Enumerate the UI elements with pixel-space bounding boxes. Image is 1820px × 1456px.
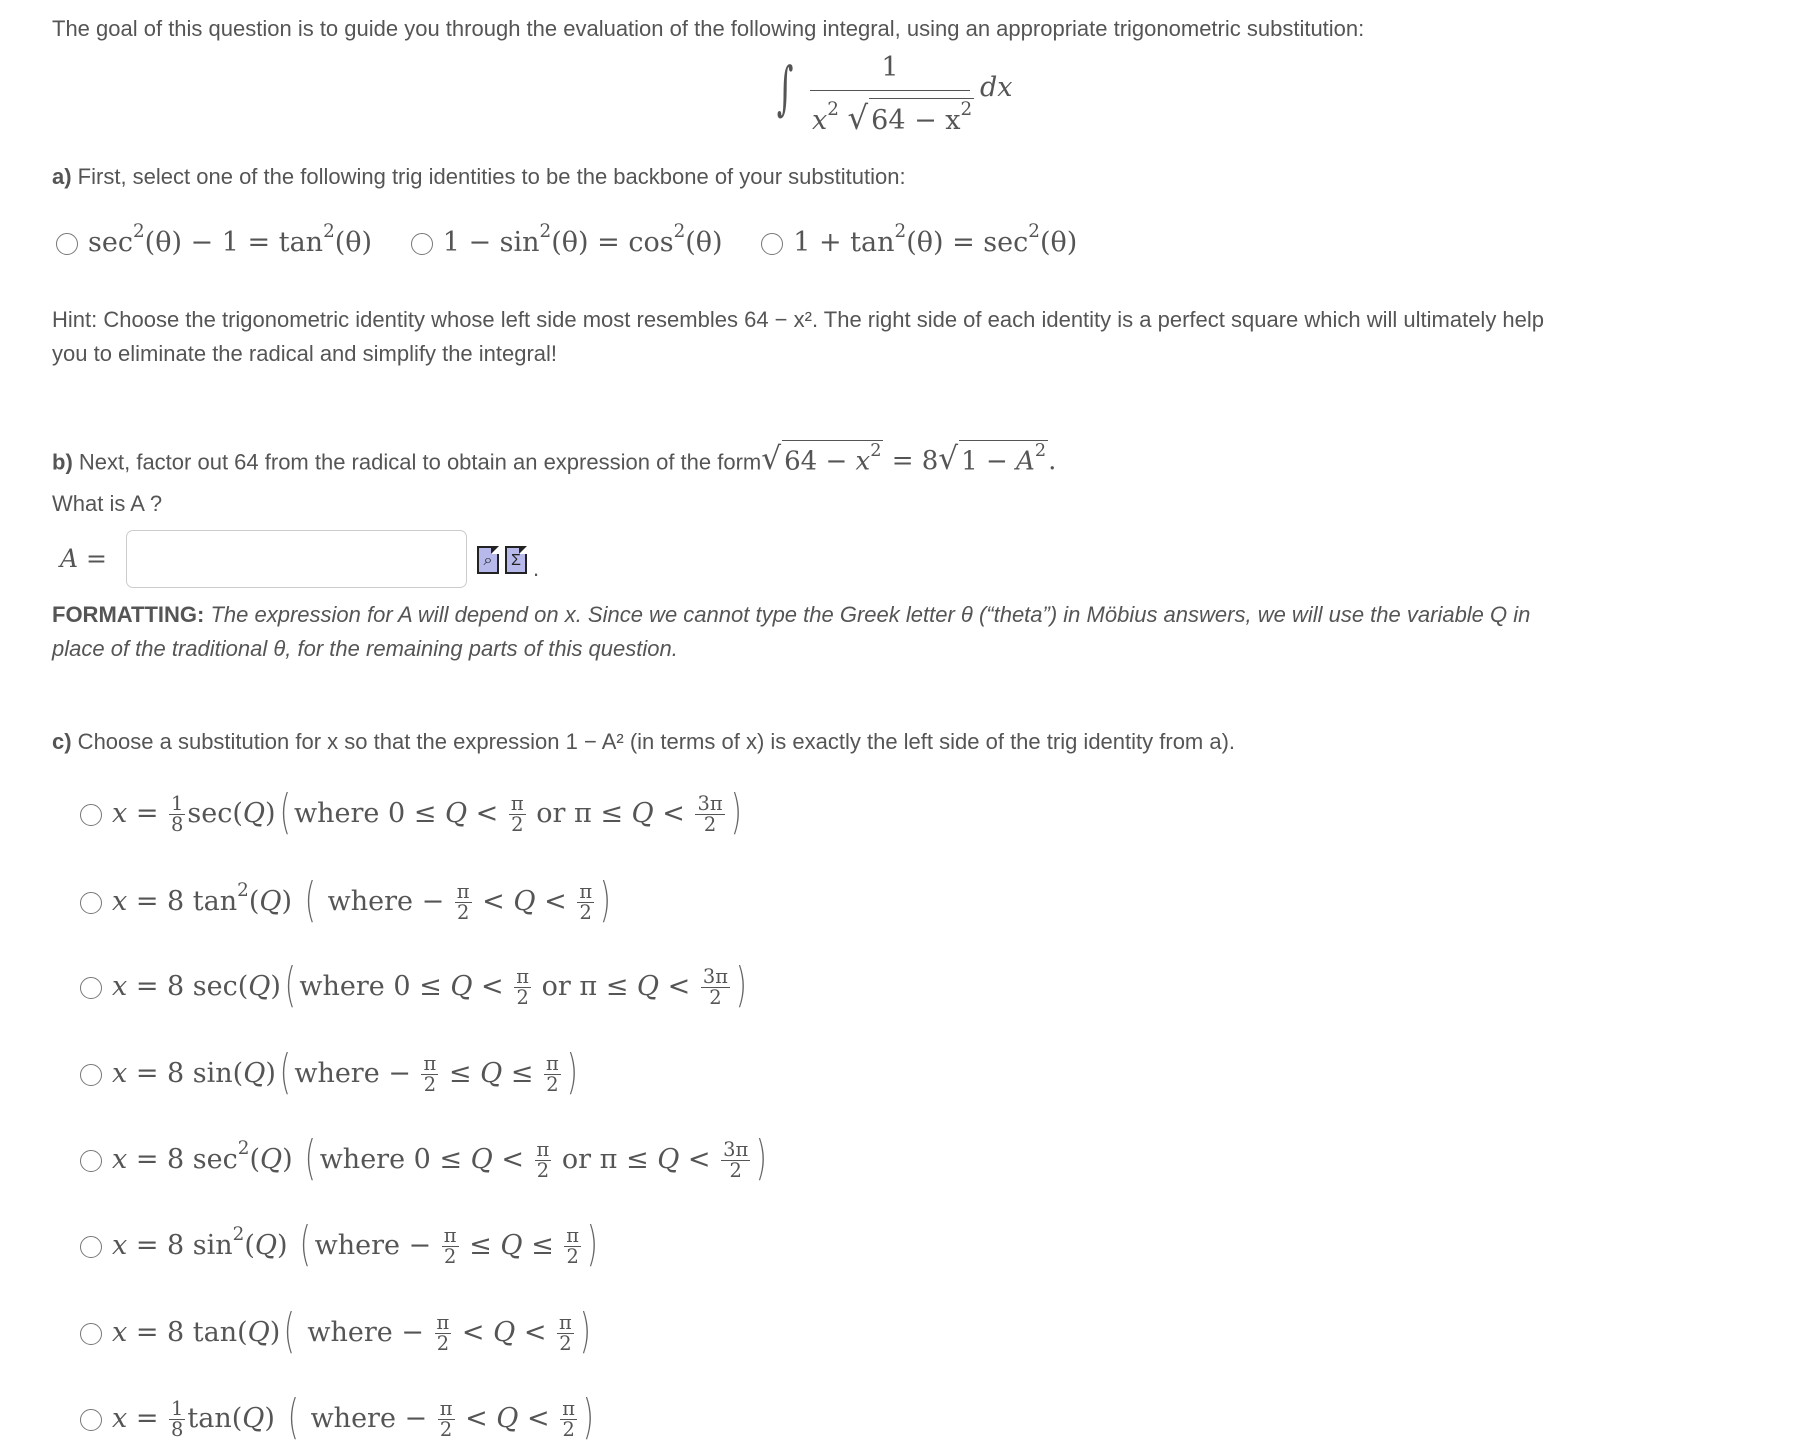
math-text: where 0 ≤: [294, 798, 445, 830]
math-variable: A: [1016, 446, 1035, 477]
math-text: <: [659, 971, 699, 1003]
fraction-numerator: π: [443, 1223, 457, 1247]
what-is-a: What is A ?: [52, 491, 163, 516]
math-exponent: 2: [132, 221, 145, 242]
substitution-option[interactable]: [80, 1045, 581, 1100]
den-pow: 2: [827, 99, 839, 120]
integral-dx: dx: [980, 72, 1013, 103]
math-fraction: [442, 1223, 459, 1269]
math-exponent: 2: [323, 221, 335, 242]
math-text: <: [518, 1403, 559, 1435]
math-text: 1 + tan: [793, 226, 895, 258]
substitution-math: [112, 1304, 594, 1359]
hint-line-1: Hint: Choose the trigonometric identity whose left side most resembles 64 − x². The right side of each identity is a perfect square which will ultimately help: [52, 307, 1545, 332]
part-a-text: First, select one of the following trig identities to be the backbone of your substitution:: [71, 164, 906, 189]
radio-button[interactable]: [80, 977, 102, 999]
math-variable: x: [112, 1317, 128, 1349]
math-paren: (: [287, 1390, 299, 1445]
math-text: where −: [301, 1403, 436, 1435]
fraction-numerator: 3π: [723, 1137, 749, 1161]
math-text: (: [249, 1144, 260, 1176]
math-text: where 0 ≤: [299, 971, 451, 1003]
part-c-text: Choose a substitution for x so that the expression 1 − A² (in terms of x) is exactly the left side of the trig identity from a).: [71, 729, 1236, 754]
fraction-numerator: π: [456, 879, 470, 903]
math-fraction: [169, 791, 185, 837]
math-text: or π ≤: [527, 798, 632, 830]
math-variable: x: [112, 1230, 128, 1262]
math-variable: Q: [259, 886, 282, 918]
math-text: <: [456, 1403, 497, 1435]
math-text: =: [127, 798, 168, 830]
fraction-numerator: π: [536, 1137, 550, 1161]
math-text: where −: [298, 1317, 433, 1349]
part-c-label: c): [52, 729, 72, 754]
integral-sign: ∫: [776, 54, 794, 122]
math-text: (θ): [334, 226, 373, 258]
math-exponent: 2: [237, 880, 249, 902]
math-variable: Q: [500, 1230, 523, 1262]
substitution-math: [112, 1131, 771, 1186]
fraction-numerator: 3π: [702, 964, 729, 988]
formatting-label: FORMATTING:: [52, 602, 205, 627]
identity-math: [88, 221, 373, 258]
substitution-math: [112, 1217, 602, 1272]
math-text: <: [679, 1144, 720, 1176]
fraction-numerator: π: [562, 1396, 576, 1420]
math-fraction: [509, 791, 526, 837]
math-text: <: [535, 886, 576, 918]
integral-denominator: $x^2$ √ $64 - x^2$: [812, 98, 973, 137]
fraction-denominator: 2: [579, 901, 592, 925]
math-text: = 8 tan(: [127, 1317, 248, 1349]
fraction-numerator: π: [559, 1310, 572, 1334]
math-fraction: [721, 1137, 750, 1183]
part-c-prompt: [52, 729, 1235, 755]
math-variable: Q: [480, 1058, 503, 1090]
math-text: <: [473, 886, 514, 918]
math-variable: Q: [444, 798, 468, 830]
math-fraction: [557, 1310, 574, 1356]
identity-option[interactable]: [56, 221, 373, 258]
radicand: [782, 440, 883, 476]
answer-label: A =: [60, 544, 107, 573]
math-text: <: [472, 971, 513, 1003]
math-exponent: 2: [673, 221, 686, 242]
math-fraction: [514, 964, 531, 1010]
identity-option[interactable]: [761, 221, 1078, 258]
identity-math: [793, 221, 1078, 258]
fraction-denominator: 2: [562, 1418, 575, 1442]
math-text: 64 −: [784, 446, 856, 477]
math-fraction: [577, 879, 594, 925]
fraction-denominator: 2: [546, 1073, 559, 1097]
math-paren: ): [566, 1045, 578, 1100]
math-text: (θ): [1039, 226, 1078, 258]
math-paren: ): [586, 1217, 598, 1272]
substitution-math: [112, 958, 750, 1013]
fraction-denominator: 2: [516, 986, 529, 1010]
fraction-denominator: 2: [457, 901, 470, 925]
formatting-line-1: [52, 602, 1530, 628]
fraction-numerator: 1: [171, 791, 184, 815]
math-text: ): [264, 1403, 284, 1435]
math-exponent: 2: [1028, 221, 1040, 242]
math-text: ): [282, 1144, 302, 1176]
math-variable: Q: [470, 1144, 493, 1176]
math-fraction: [438, 1396, 455, 1442]
math-exponent: 2: [237, 1138, 250, 1160]
math-exponent: 2: [894, 221, 907, 242]
substitution-option[interactable]: [80, 785, 745, 840]
radio-button[interactable]: [80, 1409, 102, 1431]
math-fraction: [435, 1310, 452, 1356]
math-paren: ): [730, 785, 742, 840]
math-text: ): [277, 1230, 297, 1262]
math-variable: Q: [636, 971, 660, 1003]
math-variable: Q: [450, 971, 473, 1003]
math-text: ): [269, 1317, 281, 1349]
fraction-denominator: 2: [423, 1073, 437, 1097]
math-variable: Q: [242, 1403, 265, 1435]
math-variable: Q: [259, 1144, 283, 1176]
identity-option[interactable]: [411, 221, 723, 258]
math-exponent: 2: [1034, 441, 1047, 461]
math-text: = 8: [883, 446, 939, 477]
intro-text: The goal of this question is to guide you through the evaluation of the following integral, using an appropriate trigonometric substitution:: [52, 16, 1365, 41]
math-text: ≤: [522, 1230, 563, 1262]
fraction-numerator: π: [439, 1396, 453, 1420]
preview-icon[interactable]: ⌕: [477, 546, 499, 574]
den-radicand: 64 − x: [871, 104, 961, 136]
math-text: (θ) = cos: [551, 226, 674, 258]
identity-math: [442, 221, 723, 258]
radio-button[interactable]: [411, 233, 433, 255]
radio-button[interactable]: [80, 1236, 102, 1258]
math-fraction: [421, 1051, 438, 1097]
math-variable: x: [112, 886, 128, 918]
math-text: tan(: [187, 1403, 243, 1435]
math-text: where −: [294, 1058, 420, 1090]
math-text: ): [281, 886, 301, 918]
substitution-math: [112, 1045, 581, 1100]
math-paren: ): [599, 873, 611, 928]
math-variable: x: [855, 446, 871, 477]
math-paren: (: [284, 1304, 296, 1359]
math-paren: ): [735, 958, 747, 1013]
math-variable: Q: [493, 1317, 516, 1349]
fraction-denominator: 2: [443, 1245, 457, 1269]
fraction-numerator: π: [423, 1051, 437, 1075]
hint-line-2: you to eliminate the radical and simplify the integral!: [52, 341, 558, 366]
math-variable: Q: [247, 1317, 270, 1349]
math-text: (θ): [685, 226, 723, 258]
radio-button[interactable]: [80, 1064, 102, 1086]
fraction-denominator: 2: [436, 1332, 450, 1356]
radio-button[interactable]: [80, 892, 102, 914]
math-fraction: [544, 1051, 561, 1097]
math-variable: Q: [242, 798, 266, 830]
math-text: (: [248, 886, 260, 918]
math-fraction: [560, 1396, 577, 1442]
math-text: <: [515, 1317, 556, 1349]
radical-sign: √: [938, 441, 959, 478]
math-variable: x: [112, 1058, 128, 1090]
math-paren: (: [279, 1045, 291, 1100]
radio-button[interactable]: [761, 233, 783, 255]
math-variable: Q: [254, 1230, 278, 1262]
substitution-option[interactable]: [80, 1217, 602, 1272]
fraction-denominator: 8: [171, 1418, 184, 1442]
answer-a-input[interactable]: [126, 530, 467, 588]
math-text: ≤: [460, 1230, 501, 1262]
math-variable: x: [112, 798, 128, 830]
math-fraction: [455, 879, 472, 925]
fraction-denominator: 2: [729, 1159, 742, 1183]
fraction-numerator: π: [516, 964, 530, 988]
math-text: where 0 ≤: [319, 1144, 471, 1176]
math-text: <: [453, 1317, 494, 1349]
math-text: = 8 tan: [127, 886, 238, 918]
math-exponent: 2: [870, 441, 882, 461]
fraction-denominator: 2: [703, 813, 717, 837]
math-paren: (: [304, 873, 316, 928]
substitution-math: [112, 873, 615, 928]
fraction-denominator: 2: [536, 1159, 550, 1183]
math-fraction: [701, 964, 730, 1010]
math-text: .: [1048, 446, 1057, 477]
fraction-numerator: π: [510, 791, 524, 815]
math-text: ): [265, 1058, 276, 1090]
math-paren: (: [279, 785, 291, 840]
math-text: or π ≤: [553, 1144, 658, 1176]
radio-button[interactable]: [80, 1323, 102, 1345]
substitution-option[interactable]: [80, 873, 615, 928]
math-paren: (: [284, 958, 296, 1013]
math-text: <: [492, 1144, 533, 1176]
fraction-denominator: 2: [709, 986, 722, 1010]
part-a-prompt: [52, 164, 906, 190]
fraction-numerator: π: [436, 1310, 450, 1334]
math-variable: x: [112, 1403, 128, 1435]
fraction-denominator: 2: [559, 1332, 572, 1356]
den-x: x: [812, 104, 828, 136]
math-text: sec: [88, 226, 133, 258]
fraction-denominator: 2: [566, 1245, 579, 1269]
math-text: = 8 sec(: [127, 971, 249, 1003]
math-text: (: [244, 1230, 255, 1262]
math-text: ≤: [440, 1058, 481, 1090]
math-text: ≤: [502, 1058, 542, 1090]
math-paren: (: [304, 1131, 316, 1186]
math-text: or π ≤: [533, 971, 637, 1003]
radio-button[interactable]: [80, 804, 102, 826]
math-text: <: [467, 798, 507, 830]
math-text: <: [653, 798, 694, 830]
math-exponent: 2: [539, 221, 552, 242]
math-text: =: [127, 1403, 168, 1435]
fraction-denominator: 2: [439, 1418, 453, 1442]
identity-options: [56, 221, 1077, 258]
math-variable: Q: [657, 1144, 680, 1176]
math-text: = 8 sec: [127, 1144, 238, 1176]
math-paren: ): [579, 1304, 591, 1359]
substitution-option[interactable]: [80, 1304, 594, 1359]
math-text: ): [270, 971, 281, 1003]
radio-button[interactable]: [56, 233, 78, 255]
math-text: (θ) − 1 = tan: [144, 226, 324, 258]
math-variable: x: [112, 1144, 128, 1176]
math-paren: (: [299, 1217, 311, 1272]
integral-numerator: 1: [881, 52, 899, 83]
equation-editor-icon[interactable]: Σ: [505, 546, 527, 574]
radicand: [959, 440, 1048, 476]
math-variable: Q: [513, 886, 536, 918]
substitution-option[interactable]: [80, 1131, 771, 1186]
part-b-text: Next, factor out 64 from the radical to obtain an expression of the form: [72, 449, 762, 475]
fraction-numerator: π: [579, 879, 593, 903]
radical-sign: √: [761, 441, 782, 478]
substitution-math: [112, 785, 745, 840]
math-text: 1 −: [961, 446, 1017, 477]
fraction-numerator: π: [546, 1051, 559, 1075]
math-exponent: 2: [232, 1224, 245, 1246]
math-text: ): [265, 798, 276, 830]
math-text: sec(: [187, 798, 243, 830]
part-b-label: b): [52, 449, 73, 475]
math-fraction: [564, 1223, 581, 1269]
part-a-label: a): [52, 164, 72, 189]
math-variable: x: [112, 971, 128, 1003]
fraction-denominator: 8: [171, 813, 184, 837]
fraction-numerator: 1: [171, 1396, 184, 1420]
math-paren: ): [582, 1390, 594, 1445]
substitution-option[interactable]: [80, 958, 750, 1013]
math-text: 1 − sin: [442, 226, 540, 258]
formatting-line-2: place of the traditional θ, for the remaining parts of this question.: [52, 636, 678, 661]
math-text: (θ) = sec: [906, 226, 1029, 258]
math-variable: Q: [243, 1058, 266, 1090]
part-b-prompt: [52, 440, 1056, 477]
fraction-numerator: 3π: [697, 791, 723, 815]
factor-form-math: [761, 441, 1057, 478]
substitution-option[interactable]: [80, 1390, 597, 1445]
den-rad-pow: 2: [960, 99, 973, 120]
math-fraction: [169, 1396, 185, 1442]
math-text: where −: [314, 1230, 440, 1262]
formatting-text: The expression for A will depend on x. Since we cannot type the Greek letter θ (“theta”) in Möbius answers, we will use the variable Q in: [204, 602, 1531, 627]
math-paren: ): [755, 1131, 768, 1186]
math-text: where −: [319, 886, 453, 918]
fraction-numerator: π: [566, 1223, 580, 1247]
math-text: = 8 sin: [127, 1230, 233, 1262]
fraction-denominator: 2: [511, 813, 524, 837]
math-fraction: [695, 791, 724, 837]
math-variable: Q: [248, 971, 271, 1003]
substitution-math: [112, 1390, 597, 1445]
math-variable: Q: [496, 1403, 519, 1435]
math-text: = 8 sin(: [127, 1058, 244, 1090]
radio-button[interactable]: [80, 1150, 102, 1172]
math-fraction: [535, 1137, 552, 1183]
math-variable: Q: [631, 798, 654, 830]
